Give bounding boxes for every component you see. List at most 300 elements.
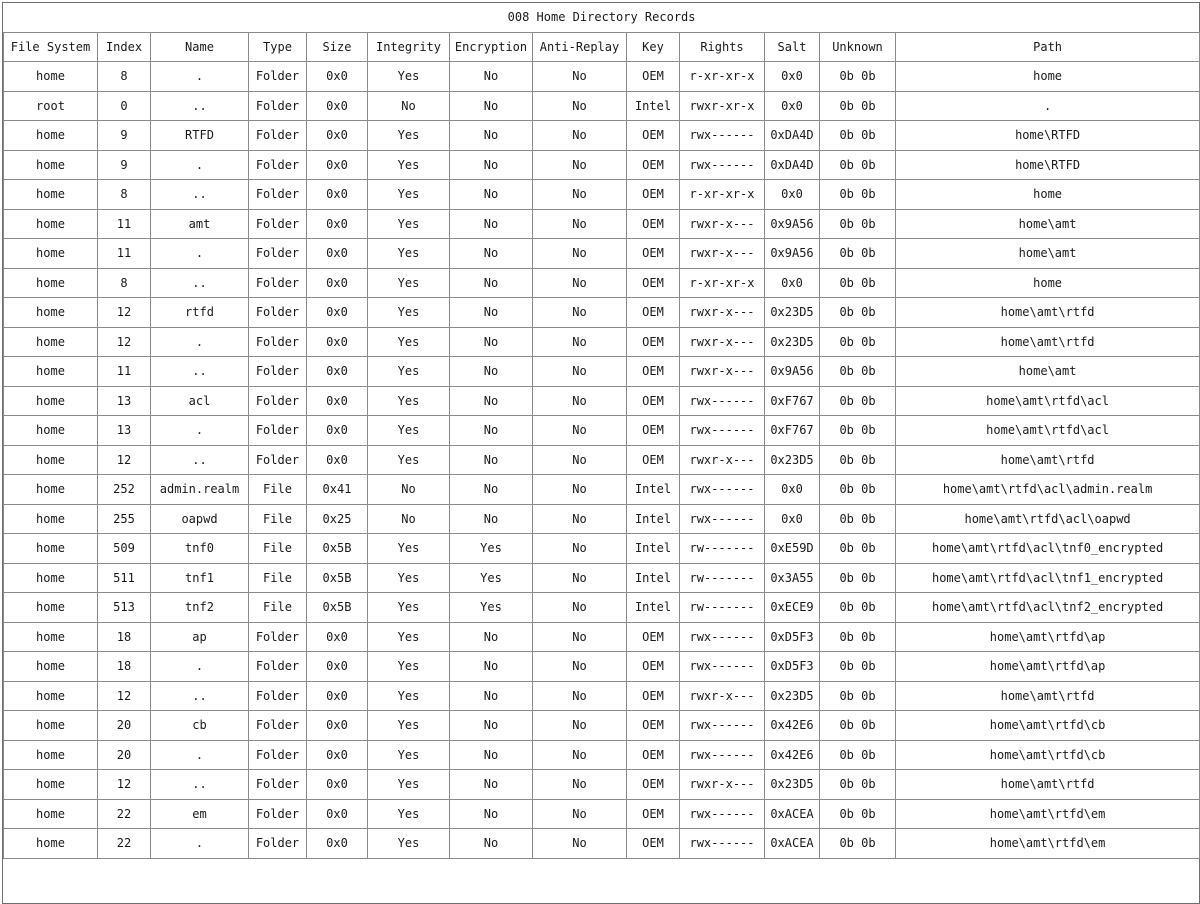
cell-encryption: No — [450, 386, 533, 416]
cell-key: OEM — [627, 150, 680, 180]
cell-key: OEM — [627, 770, 680, 800]
cell-encryption: Yes — [450, 593, 533, 623]
cell-rights: rwxr-xr-x — [680, 91, 765, 121]
cell-file-system: home — [4, 416, 98, 446]
cell-name: . — [151, 327, 249, 357]
cell-path: home\amt\rtfd — [896, 298, 1200, 328]
column-header-type: Type — [249, 33, 307, 62]
cell-encryption: No — [450, 799, 533, 829]
cell-size: 0x0 — [307, 711, 368, 741]
cell-name: .. — [151, 681, 249, 711]
cell-unknown: 0b 0b — [820, 504, 896, 534]
column-header-anti-replay: Anti-Replay — [533, 33, 627, 62]
cell-encryption: No — [450, 180, 533, 210]
cell-path: home\amt\rtfd — [896, 770, 1200, 800]
table-body — [4, 62, 1200, 859]
cell-index: 8 — [98, 268, 151, 298]
cell-path: home\amt\rtfd — [896, 681, 1200, 711]
table-title: 008 Home Directory Records — [4, 3, 1200, 33]
cell-index: 11 — [98, 357, 151, 387]
cell-unknown: 0b 0b — [820, 681, 896, 711]
cell-key: OEM — [627, 711, 680, 741]
cell-type: File — [249, 475, 307, 505]
cell-integrity: Yes — [368, 180, 450, 210]
cell-encryption: No — [450, 150, 533, 180]
cell-path: home\RTFD — [896, 121, 1200, 151]
cell-key: OEM — [627, 298, 680, 328]
cell-integrity: Yes — [368, 62, 450, 92]
cell-file-system: home — [4, 180, 98, 210]
cell-rights: rwx------ — [680, 799, 765, 829]
cell-index: 11 — [98, 209, 151, 239]
cell-key: OEM — [627, 239, 680, 269]
cell-size: 0x0 — [307, 327, 368, 357]
cell-encryption: No — [450, 711, 533, 741]
cell-integrity: Yes — [368, 150, 450, 180]
table-row — [4, 416, 1200, 446]
cell-size: 0x0 — [307, 652, 368, 682]
cell-path: home\amt\rtfd\acl — [896, 416, 1200, 446]
cell-path: home\amt\rtfd\acl\tnf0_encrypted — [896, 534, 1200, 564]
cell-unknown: 0b 0b — [820, 652, 896, 682]
cell-file-system: home — [4, 652, 98, 682]
cell-name: tnf1 — [151, 563, 249, 593]
cell-index: 20 — [98, 711, 151, 741]
cell-index: 12 — [98, 681, 151, 711]
cell-file-system: home — [4, 829, 98, 859]
cell-integrity: Yes — [368, 268, 450, 298]
cell-path: home\amt\rtfd\acl\oapwd — [896, 504, 1200, 534]
cell-encryption: No — [450, 622, 533, 652]
cell-type: Folder — [249, 150, 307, 180]
cell-integrity: Yes — [368, 593, 450, 623]
cell-encryption: No — [450, 91, 533, 121]
cell-index: 22 — [98, 799, 151, 829]
cell-unknown: 0b 0b — [820, 475, 896, 505]
cell-anti-replay: No — [533, 298, 627, 328]
cell-file-system: home — [4, 62, 98, 92]
cell-anti-replay: No — [533, 534, 627, 564]
cell-salt: 0x9A56 — [765, 239, 820, 269]
cell-key: OEM — [627, 327, 680, 357]
cell-key: OEM — [627, 740, 680, 770]
cell-unknown: 0b 0b — [820, 770, 896, 800]
cell-type: Folder — [249, 740, 307, 770]
cell-path: home — [896, 62, 1200, 92]
cell-file-system: home — [4, 622, 98, 652]
cell-path: home\amt\rtfd\acl\tnf1_encrypted — [896, 563, 1200, 593]
cell-path: home\RTFD — [896, 150, 1200, 180]
cell-file-system: home — [4, 799, 98, 829]
cell-index: 18 — [98, 652, 151, 682]
cell-size: 0x25 — [307, 504, 368, 534]
cell-file-system: home — [4, 593, 98, 623]
cell-unknown: 0b 0b — [820, 740, 896, 770]
cell-encryption: No — [450, 445, 533, 475]
cell-index: 12 — [98, 327, 151, 357]
cell-key: OEM — [627, 268, 680, 298]
cell-integrity: Yes — [368, 829, 450, 859]
cell-index: 509 — [98, 534, 151, 564]
cell-salt: 0x0 — [765, 62, 820, 92]
cell-type: Folder — [249, 91, 307, 121]
cell-key: Intel — [627, 593, 680, 623]
cell-anti-replay: No — [533, 770, 627, 800]
column-header-unknown: Unknown — [820, 33, 896, 62]
cell-rights: r-xr-xr-x — [680, 268, 765, 298]
cell-unknown: 0b 0b — [820, 298, 896, 328]
cell-anti-replay: No — [533, 150, 627, 180]
cell-key: OEM — [627, 799, 680, 829]
cell-integrity: Yes — [368, 327, 450, 357]
cell-size: 0x0 — [307, 91, 368, 121]
cell-anti-replay: No — [533, 622, 627, 652]
records-table — [3, 3, 1200, 859]
cell-index: 12 — [98, 298, 151, 328]
cell-rights: rwx------ — [680, 622, 765, 652]
cell-path: home\amt — [896, 357, 1200, 387]
cell-encryption: No — [450, 475, 533, 505]
cell-index: 511 — [98, 563, 151, 593]
cell-name: rtfd — [151, 298, 249, 328]
cell-name: admin.realm — [151, 475, 249, 505]
table-row — [4, 150, 1200, 180]
cell-file-system: home — [4, 504, 98, 534]
table-row — [4, 62, 1200, 92]
cell-key: OEM — [627, 121, 680, 151]
cell-encryption: No — [450, 209, 533, 239]
cell-rights: rwx------ — [680, 121, 765, 151]
cell-integrity: Yes — [368, 445, 450, 475]
cell-index: 9 — [98, 121, 151, 151]
cell-type: Folder — [249, 239, 307, 269]
cell-type: File — [249, 563, 307, 593]
cell-name: em — [151, 799, 249, 829]
cell-unknown: 0b 0b — [820, 711, 896, 741]
cell-anti-replay: No — [533, 475, 627, 505]
cell-rights: rwxr-x--- — [680, 327, 765, 357]
cell-key: Intel — [627, 534, 680, 564]
cell-anti-replay: No — [533, 91, 627, 121]
table-row — [4, 681, 1200, 711]
cell-integrity: Yes — [368, 622, 450, 652]
cell-salt: 0xD5F3 — [765, 652, 820, 682]
cell-salt: 0xECE9 — [765, 593, 820, 623]
cell-unknown: 0b 0b — [820, 799, 896, 829]
table-row — [4, 298, 1200, 328]
cell-name: tnf0 — [151, 534, 249, 564]
column-header-key: Key — [627, 33, 680, 62]
cell-path: home\amt\rtfd\cb — [896, 711, 1200, 741]
cell-type: Folder — [249, 121, 307, 151]
cell-size: 0x0 — [307, 357, 368, 387]
column-header-name: Name — [151, 33, 249, 62]
table-row — [4, 91, 1200, 121]
cell-anti-replay: No — [533, 268, 627, 298]
cell-anti-replay: No — [533, 652, 627, 682]
cell-file-system: home — [4, 681, 98, 711]
cell-size: 0x0 — [307, 416, 368, 446]
cell-encryption: Yes — [450, 563, 533, 593]
cell-file-system: root — [4, 91, 98, 121]
cell-key: OEM — [627, 416, 680, 446]
cell-integrity: Yes — [368, 711, 450, 741]
cell-name: .. — [151, 357, 249, 387]
cell-anti-replay: No — [533, 504, 627, 534]
cell-integrity: Yes — [368, 386, 450, 416]
cell-salt: 0x23D5 — [765, 327, 820, 357]
cell-anti-replay: No — [533, 593, 627, 623]
table-row — [4, 386, 1200, 416]
cell-key: OEM — [627, 209, 680, 239]
cell-key: OEM — [627, 681, 680, 711]
cell-index: 255 — [98, 504, 151, 534]
cell-integrity: Yes — [368, 298, 450, 328]
cell-path: home\amt\rtfd\cb — [896, 740, 1200, 770]
cell-rights: rwx------ — [680, 416, 765, 446]
cell-index: 12 — [98, 445, 151, 475]
cell-file-system: home — [4, 150, 98, 180]
cell-integrity: Yes — [368, 770, 450, 800]
records-frame — [2, 2, 1200, 904]
cell-rights: rwx------ — [680, 150, 765, 180]
cell-unknown: 0b 0b — [820, 180, 896, 210]
cell-name: ap — [151, 622, 249, 652]
cell-file-system: home — [4, 475, 98, 505]
cell-key: OEM — [627, 829, 680, 859]
table-row — [4, 770, 1200, 800]
cell-path: home\amt\rtfd\acl\tnf2_encrypted — [896, 593, 1200, 623]
cell-rights: rwxr-x--- — [680, 298, 765, 328]
cell-size: 0x5B — [307, 534, 368, 564]
cell-size: 0x0 — [307, 799, 368, 829]
cell-index: 9 — [98, 150, 151, 180]
cell-size: 0x5B — [307, 593, 368, 623]
cell-name: .. — [151, 445, 249, 475]
cell-size: 0x0 — [307, 445, 368, 475]
cell-salt: 0xACEA — [765, 799, 820, 829]
cell-index: 11 — [98, 239, 151, 269]
cell-encryption: No — [450, 357, 533, 387]
cell-name: RTFD — [151, 121, 249, 151]
cell-index: 8 — [98, 180, 151, 210]
cell-encryption: No — [450, 121, 533, 151]
table-row — [4, 239, 1200, 269]
cell-path: home\amt\rtfd — [896, 327, 1200, 357]
cell-name: .. — [151, 91, 249, 121]
cell-name: . — [151, 829, 249, 859]
cell-salt: 0x0 — [765, 91, 820, 121]
cell-salt: 0x42E6 — [765, 711, 820, 741]
cell-unknown: 0b 0b — [820, 150, 896, 180]
cell-type: Folder — [249, 357, 307, 387]
cell-name: . — [151, 150, 249, 180]
table-row — [4, 740, 1200, 770]
cell-name: . — [151, 239, 249, 269]
cell-size: 0x0 — [307, 622, 368, 652]
cell-salt: 0xDA4D — [765, 150, 820, 180]
cell-salt: 0xE59D — [765, 534, 820, 564]
cell-unknown: 0b 0b — [820, 534, 896, 564]
cell-size: 0x0 — [307, 770, 368, 800]
cell-rights: rwx------ — [680, 740, 765, 770]
cell-anti-replay: No — [533, 386, 627, 416]
cell-file-system: home — [4, 445, 98, 475]
cell-anti-replay: No — [533, 711, 627, 741]
cell-key: Intel — [627, 563, 680, 593]
cell-anti-replay: No — [533, 416, 627, 446]
cell-salt: 0xACEA — [765, 829, 820, 859]
cell-index: 12 — [98, 770, 151, 800]
cell-anti-replay: No — [533, 180, 627, 210]
cell-size: 0x0 — [307, 829, 368, 859]
cell-encryption: No — [450, 681, 533, 711]
cell-key: OEM — [627, 357, 680, 387]
cell-type: Folder — [249, 711, 307, 741]
table-row — [4, 799, 1200, 829]
cell-key: OEM — [627, 180, 680, 210]
cell-path: home\amt\rtfd\acl — [896, 386, 1200, 416]
cell-encryption: No — [450, 62, 533, 92]
cell-anti-replay: No — [533, 239, 627, 269]
table-row — [4, 593, 1200, 623]
column-header-path: Path — [896, 33, 1200, 62]
cell-integrity: Yes — [368, 121, 450, 151]
cell-name: cb — [151, 711, 249, 741]
cell-size: 0x0 — [307, 150, 368, 180]
cell-name: .. — [151, 770, 249, 800]
cell-file-system: home — [4, 239, 98, 269]
cell-encryption: No — [450, 504, 533, 534]
cell-salt: 0xF767 — [765, 386, 820, 416]
cell-path: home\amt\rtfd — [896, 445, 1200, 475]
cell-key: OEM — [627, 386, 680, 416]
cell-type: Folder — [249, 445, 307, 475]
cell-rights: rwxr-x--- — [680, 239, 765, 269]
cell-size: 0x0 — [307, 740, 368, 770]
cell-integrity: No — [368, 91, 450, 121]
cell-path: home\amt\rtfd\ap — [896, 622, 1200, 652]
cell-size: 0x0 — [307, 681, 368, 711]
cell-name: oapwd — [151, 504, 249, 534]
cell-salt: 0x3A55 — [765, 563, 820, 593]
cell-rights: rwx------ — [680, 652, 765, 682]
cell-type: Folder — [249, 622, 307, 652]
cell-name: . — [151, 740, 249, 770]
cell-encryption: No — [450, 829, 533, 859]
table-row — [4, 475, 1200, 505]
cell-encryption: No — [450, 327, 533, 357]
cell-path: home\amt — [896, 239, 1200, 269]
cell-unknown: 0b 0b — [820, 121, 896, 151]
cell-unknown: 0b 0b — [820, 268, 896, 298]
cell-path: . — [896, 91, 1200, 121]
cell-size: 0x0 — [307, 268, 368, 298]
cell-salt: 0x0 — [765, 180, 820, 210]
cell-size: 0x0 — [307, 239, 368, 269]
cell-integrity: Yes — [368, 563, 450, 593]
cell-rights: rwxr-x--- — [680, 770, 765, 800]
cell-type: File — [249, 593, 307, 623]
cell-index: 8 — [98, 62, 151, 92]
cell-path: home — [896, 268, 1200, 298]
cell-salt: 0x9A56 — [765, 209, 820, 239]
cell-integrity: Yes — [368, 652, 450, 682]
cell-name: . — [151, 652, 249, 682]
cell-name: amt — [151, 209, 249, 239]
cell-integrity: Yes — [368, 239, 450, 269]
cell-file-system: home — [4, 711, 98, 741]
cell-key: Intel — [627, 504, 680, 534]
cell-integrity: Yes — [368, 534, 450, 564]
cell-index: 0 — [98, 91, 151, 121]
cell-type: Folder — [249, 681, 307, 711]
cell-rights: rwxr-x--- — [680, 357, 765, 387]
cell-salt: 0x23D5 — [765, 770, 820, 800]
cell-file-system: home — [4, 770, 98, 800]
table-row — [4, 180, 1200, 210]
cell-type: Folder — [249, 652, 307, 682]
cell-file-system: home — [4, 268, 98, 298]
cell-unknown: 0b 0b — [820, 622, 896, 652]
table-row — [4, 652, 1200, 682]
cell-size: 0x0 — [307, 209, 368, 239]
cell-rights: rwxr-x--- — [680, 209, 765, 239]
cell-size: 0x0 — [307, 180, 368, 210]
cell-rights: rw------- — [680, 593, 765, 623]
cell-path: home — [896, 180, 1200, 210]
table-row — [4, 711, 1200, 741]
cell-unknown: 0b 0b — [820, 563, 896, 593]
cell-file-system: home — [4, 121, 98, 151]
cell-type: File — [249, 504, 307, 534]
table-row — [4, 563, 1200, 593]
cell-anti-replay: No — [533, 357, 627, 387]
table-row — [4, 622, 1200, 652]
cell-rights: rw------- — [680, 563, 765, 593]
cell-type: Folder — [249, 268, 307, 298]
table-row — [4, 357, 1200, 387]
cell-integrity: Yes — [368, 740, 450, 770]
cell-type: Folder — [249, 770, 307, 800]
cell-name: acl — [151, 386, 249, 416]
column-header-index: Index — [98, 33, 151, 62]
cell-rights: rwxr-x--- — [680, 681, 765, 711]
cell-name: .. — [151, 268, 249, 298]
table-row — [4, 268, 1200, 298]
cell-rights: r-xr-xr-x — [680, 180, 765, 210]
cell-integrity: No — [368, 504, 450, 534]
cell-salt: 0x23D5 — [765, 298, 820, 328]
cell-unknown: 0b 0b — [820, 239, 896, 269]
cell-salt: 0x42E6 — [765, 740, 820, 770]
cell-rights: r-xr-xr-x — [680, 62, 765, 92]
cell-encryption: No — [450, 770, 533, 800]
cell-key: OEM — [627, 62, 680, 92]
column-header-encryption: Encryption — [450, 33, 533, 62]
cell-salt: 0xDA4D — [765, 121, 820, 151]
cell-unknown: 0b 0b — [820, 327, 896, 357]
cell-file-system: home — [4, 357, 98, 387]
cell-anti-replay: No — [533, 445, 627, 475]
cell-integrity: Yes — [368, 357, 450, 387]
cell-type: Folder — [249, 62, 307, 92]
cell-type: Folder — [249, 180, 307, 210]
cell-anti-replay: No — [533, 62, 627, 92]
cell-integrity: Yes — [368, 799, 450, 829]
cell-name: tnf2 — [151, 593, 249, 623]
cell-path: home\amt\rtfd\em — [896, 829, 1200, 859]
